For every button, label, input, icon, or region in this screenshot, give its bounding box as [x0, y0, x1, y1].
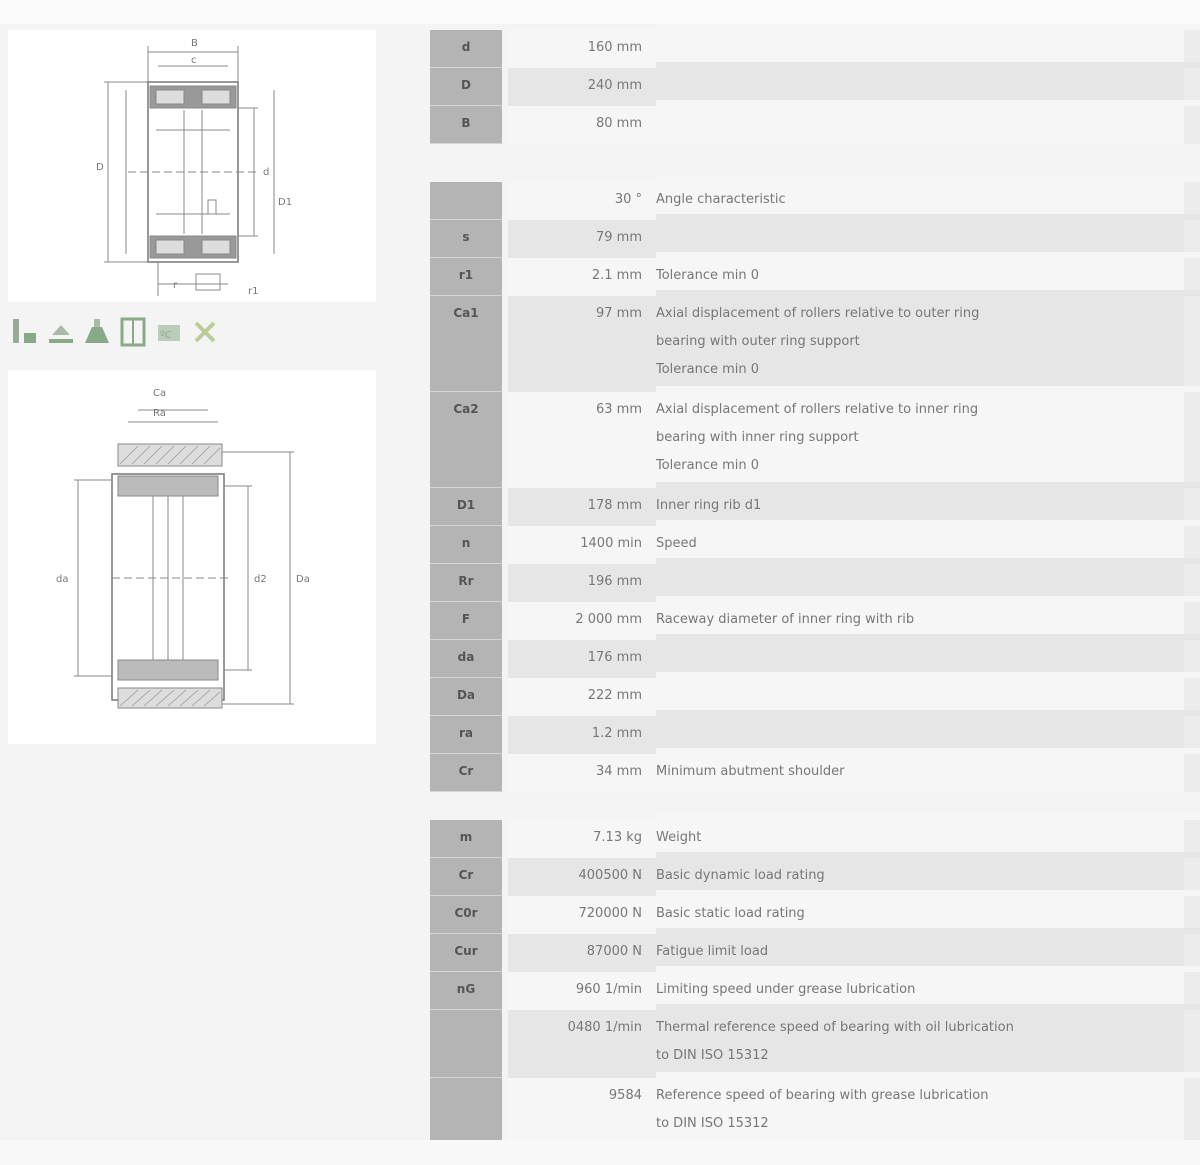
spec-symbol: [430, 1010, 502, 1078]
spec-description-line: Thermal reference speed of bearing with oil lubrication: [656, 1020, 1014, 1035]
spec-description-line: bearing with outer ring support: [656, 334, 860, 349]
bearing-section-drawing: [8, 30, 376, 302]
spec-description-line: Tolerance min 0: [656, 362, 760, 377]
label-c: c: [191, 55, 197, 66]
label-Ca: Ca: [153, 388, 167, 399]
row-edge: [1184, 1078, 1200, 1146]
label-d2: d2: [254, 574, 267, 585]
spec-symbol: d: [430, 30, 502, 68]
spec-value: 97 mm: [508, 296, 656, 392]
spec-value: 2.1 mm: [508, 258, 656, 296]
row-edge: [1184, 106, 1200, 144]
spec-value: 80 mm: [508, 106, 656, 144]
spec-row: [430, 392, 1200, 488]
mounting-icon[interactable]: [82, 315, 112, 349]
spec-symbol: [430, 1078, 502, 1146]
spec-row: [430, 106, 1200, 144]
spec-value: 9584: [508, 1078, 656, 1146]
spec-description: [656, 1004, 1200, 1078]
spec-group: [430, 30, 1200, 144]
spec-symbol: B: [430, 106, 502, 144]
label-d: d: [263, 167, 270, 178]
spec-value: 0480 1/min: [508, 1010, 656, 1078]
lubrication-icon[interactable]: [118, 315, 148, 349]
label-da: da: [56, 574, 69, 585]
spec-value: 2 000 mm: [508, 602, 656, 640]
spec-row: [430, 754, 1200, 792]
spec-group: [430, 820, 1200, 1146]
label-Da: Da: [296, 574, 310, 585]
spec-symbol: ra: [430, 716, 502, 754]
spec-symbol: nG: [430, 972, 502, 1010]
spec-symbol: da: [430, 640, 502, 678]
spec-value: 63 mm: [508, 392, 656, 488]
row-edge: [1184, 296, 1200, 392]
spec-description-line: Axial displacement of rollers relative to outer ring: [656, 306, 980, 321]
bottom-strip: [0, 1140, 1200, 1165]
spec-description: Basic static load rating: [656, 890, 1200, 934]
spec-symbol: n: [430, 526, 502, 564]
spec-group: [430, 182, 1200, 792]
spec-value: 400500 N: [508, 858, 656, 896]
spec-symbol: m: [430, 820, 502, 858]
spec-row: [430, 1010, 1200, 1078]
spec-value: 1.2 mm: [508, 716, 656, 754]
spec-description: Limiting speed under grease lubrication: [656, 966, 1200, 1010]
spec-description: [656, 1072, 1200, 1146]
spec-value: 240 mm: [508, 68, 656, 106]
spec-value: 196 mm: [508, 564, 656, 602]
spec-symbol: D1: [430, 488, 502, 526]
spec-description: Tolerance min 0: [656, 252, 1200, 296]
spec-description-line: Reference speed of bearing with grease lubrication: [656, 1088, 989, 1103]
spec-value: 222 mm: [508, 678, 656, 716]
spec-description: [656, 386, 1200, 488]
spec-row: [430, 1078, 1200, 1146]
spec-value: 178 mm: [508, 488, 656, 526]
spec-description-line: to DIN ISO 15312: [656, 1048, 769, 1063]
spec-symbol: s: [430, 220, 502, 258]
feature-icon-strip: [10, 312, 220, 352]
info-icon[interactable]: [10, 315, 40, 349]
spec-symbol: Ca2: [430, 392, 502, 488]
spec-value: 160 mm: [508, 30, 656, 68]
spec-value: 1400 min: [508, 526, 656, 564]
spec-symbol: Cr: [430, 754, 502, 792]
label-D: D: [96, 162, 104, 173]
dimension-icon[interactable]: [46, 315, 76, 349]
row-edge: [1184, 1010, 1200, 1078]
top-strip: [0, 0, 1200, 24]
spec-symbol: r1: [430, 258, 502, 296]
spec-symbol: Cr: [430, 858, 502, 896]
spec-symbol: F: [430, 602, 502, 640]
spec-description: Minimum abutment shoulder: [656, 748, 1200, 792]
label-Ra: Ra: [153, 408, 166, 419]
spec-value: 720000 N: [508, 896, 656, 934]
mounting-dimensions-svg: [8, 370, 376, 744]
svg-text:ºC: ºC: [160, 330, 172, 341]
row-edge: [1184, 392, 1200, 488]
spec-description-line: Tolerance min 0: [656, 458, 760, 473]
spec-description: Basic dynamic load rating: [656, 852, 1200, 896]
spec-symbol: Cur: [430, 934, 502, 972]
label-r1: r1: [248, 286, 259, 297]
bearing-section-svg: [8, 30, 376, 302]
spec-row: [430, 296, 1200, 392]
spec-description-line: bearing with inner ring support: [656, 430, 859, 445]
spec-value: 960 1/min: [508, 972, 656, 1010]
spec-value: 87000 N: [508, 934, 656, 972]
label-B: B: [191, 38, 198, 49]
shield-icon[interactable]: [190, 315, 220, 349]
spec-value: 7.13 kg: [508, 820, 656, 858]
spec-description: Speed: [656, 520, 1200, 564]
label-D1: D1: [278, 197, 293, 208]
spec-description: Raceway diameter of inner ring with rib: [656, 596, 1200, 640]
spec-symbol: Da: [430, 678, 502, 716]
spec-symbol: D: [430, 68, 502, 106]
spec-description: Inner ring rib d1: [656, 482, 1200, 526]
spec-description: Weight: [656, 814, 1200, 858]
spec-description-line: Axial displacement of rollers relative to inner ring: [656, 402, 979, 417]
spec-description: Fatigue limit load: [656, 928, 1200, 972]
spec-description: [656, 100, 1200, 144]
spec-value: 79 mm: [508, 220, 656, 258]
spec-symbol: C0r: [430, 896, 502, 934]
row-edge: [1184, 754, 1200, 792]
spec-symbol: [430, 182, 502, 220]
spec-table: [430, 30, 1200, 1146]
spec-symbol: Rr: [430, 564, 502, 602]
spec-description-line: to DIN ISO 15312: [656, 1116, 769, 1131]
spec-value: 34 mm: [508, 754, 656, 792]
spec-description: [656, 290, 1200, 392]
label-r: r: [173, 280, 178, 291]
spec-value: 176 mm: [508, 640, 656, 678]
spec-symbol: Ca1: [430, 296, 502, 392]
mounting-dimensions-drawing: [8, 370, 376, 744]
spec-description: Angle characteristic: [656, 176, 1200, 220]
spec-value: 30 °: [508, 182, 656, 220]
temperature-icon[interactable]: [154, 315, 184, 349]
